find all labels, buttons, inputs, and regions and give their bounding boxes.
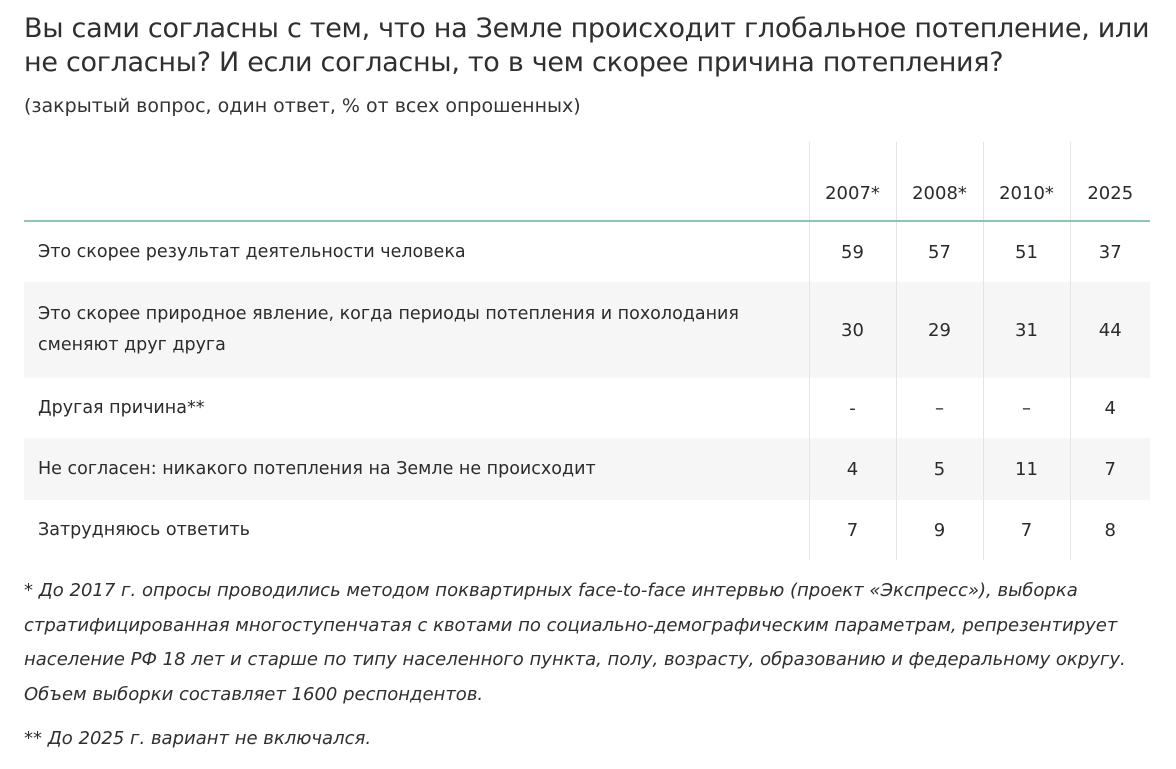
cell-value: 8 <box>1070 500 1150 560</box>
cell-value: 5 <box>896 438 983 500</box>
column-header-2008: 2008* <box>896 142 983 221</box>
row-label: Это скорее результат деятельности человека <box>38 241 466 262</box>
row-label: Это скорее природное явление, когда периоды потепления и похолодания сменяют друг друга <box>24 282 809 378</box>
cell-value: 57 <box>896 221 983 282</box>
column-header-2025: 2025 <box>1070 142 1150 221</box>
question-note: (закрытый вопрос, один ответ, % от всех опрошенных) <box>24 95 581 117</box>
cell-value: 7 <box>809 500 896 560</box>
cell-value: 7 <box>1070 438 1150 500</box>
cell-value: 9 <box>896 500 983 560</box>
column-header-2007: 2007* <box>809 142 896 221</box>
footnote-option: ** До 2025 г. вариант не включался. <box>24 728 372 749</box>
cell-value: 7 <box>983 500 1070 560</box>
table-row <box>24 438 1150 500</box>
table-row <box>24 221 1150 282</box>
cell-value: 4 <box>1070 378 1150 438</box>
row-label: Затрудняюсь ответить <box>38 519 250 540</box>
cell-value: 30 <box>809 282 896 378</box>
table-header-row <box>24 142 1150 221</box>
cell-value: – <box>896 378 983 438</box>
cell-value: 51 <box>983 221 1070 282</box>
cell-value: 29 <box>896 282 983 378</box>
cell-value: 44 <box>1070 282 1150 378</box>
footnote-methodology: * До 2017 г. опросы проводились методом поквартирных face-to-face интервью (проект «Экспресс»), выборка стратифицированная многоступенчатая с квотами по социально-демографическим параметрам, репрезентирует население РФ 18 лет и старше по типу населенного пункта, полу, возрасту, образованию и федеральному округу. Объем выборки составляет 1600 респондентов. <box>24 580 1126 705</box>
cell-value: 4 <box>809 438 896 500</box>
results-table <box>24 142 1150 560</box>
page-title: Вы сами согласны с тем, что на Земле происходит глобальное потепление, или не согласны? И если согласны, то в чем скорее причина потепления? <box>24 13 1150 78</box>
row-label: Другая причина** <box>38 397 205 418</box>
footnotes <box>24 574 1152 756</box>
row-label: Не согласен: никакого потепления на Земле не происходит <box>24 438 809 500</box>
column-header-2010: 2010* <box>983 142 1070 221</box>
table-row <box>24 282 1150 378</box>
cell-value: 11 <box>983 438 1070 500</box>
cell-value: 31 <box>983 282 1070 378</box>
cell-value: 37 <box>1070 221 1150 282</box>
cell-value: – <box>983 378 1070 438</box>
table-row <box>24 378 1150 438</box>
answer-column-header <box>24 142 809 221</box>
table-row <box>24 500 1150 560</box>
cell-value: 59 <box>809 221 896 282</box>
cell-value: - <box>809 378 896 438</box>
